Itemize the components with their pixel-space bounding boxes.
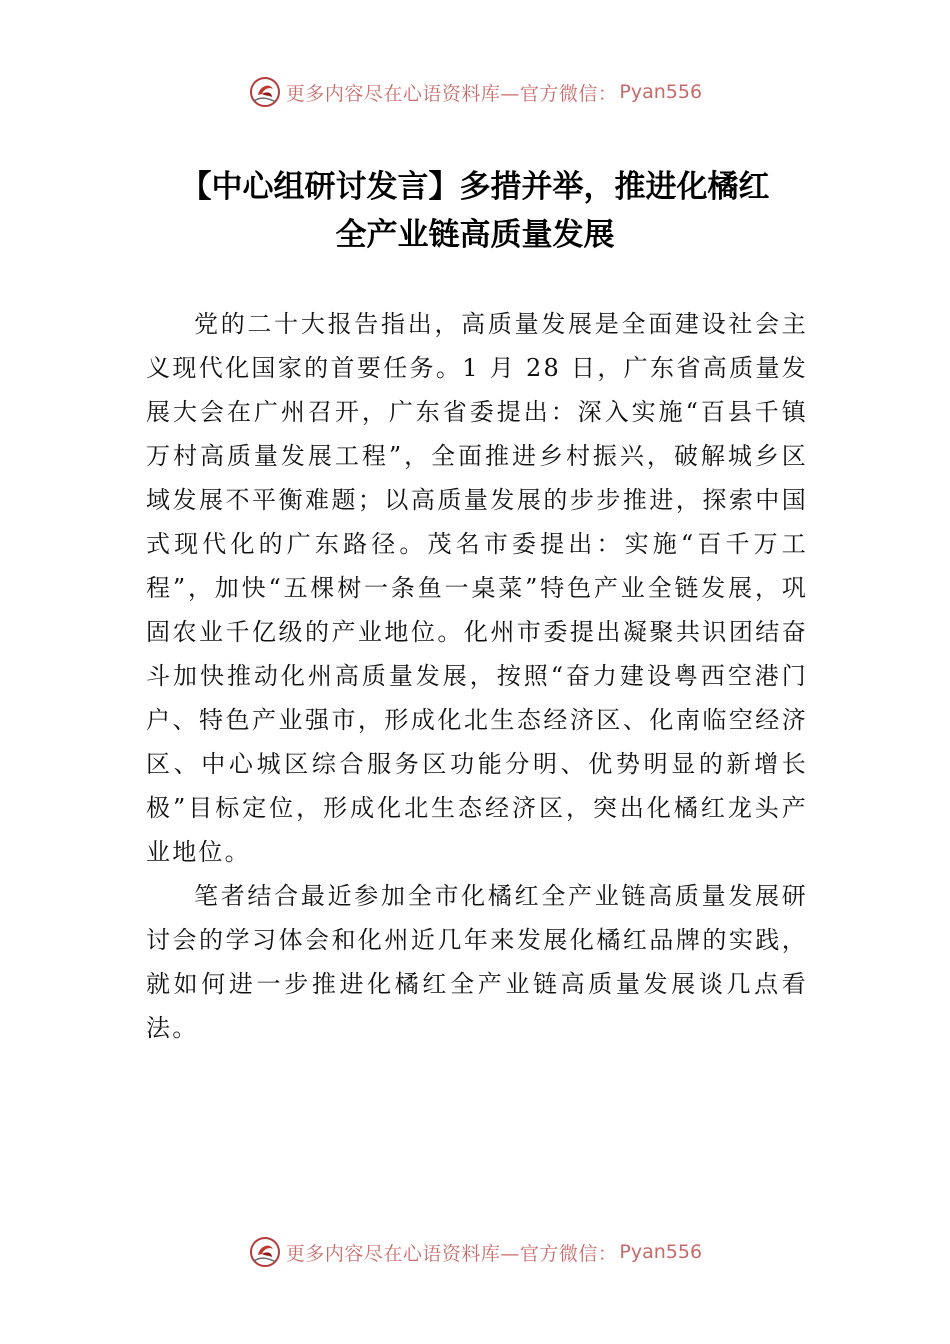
paragraph-1: 党的二十大报告指出，高质量发展是全面建设社会主义现代化国家的首要任务。1 月 28 日，广东省高质量发展大会在广州召开，广东省委提出：深入实施“百县千镇万村高质量发展工程”，全面推进乡村振兴，破解城乡区域发展不平衡难题；以高质量发展的步步推进，探索中国式现代化的广东路径。茂名市委提出：实施“百千万工程”，加快“五棵树一条鱼一桌菜”特色产业全链发展，巩固农业千亿级的产业地位。化州市委提出凝聚共识团结奋斗加快推动化州高质量发展，按照“奋力建设粤西空港门户、特色产业强市，形成化北生态经济区、化南临空经济区、中心城区综合服务区功能分明、优势明显的新增长极”目标定位，形成化北生态经济区，突出化橘红龙头产业地位。 (146, 310, 808, 866)
watermark-footer (0, 1232, 950, 1272)
watermark-header (0, 72, 950, 112)
watermark-wechat-id: Pyan556 (619, 81, 703, 103)
watermark-wechat-id: Pyan556 (619, 1241, 703, 1263)
document-body (146, 302, 808, 1050)
document-title (100, 163, 850, 259)
paragraph-2: 笔者结合最近参加全市化橘红全产业链高质量发展研讨会的学习体会和化州近几年来发展化橘红品牌的实践，就如何进一步推进化橘红全产业链高质量发展谈几点看法。 (146, 882, 808, 1042)
watermark-text: 更多内容尽在心语资料库—官方微信： (285, 1242, 618, 1265)
watermark-text: 更多内容尽在心语资料库—官方微信： (285, 82, 618, 105)
rose-flower-icon (248, 75, 282, 109)
title-line-1: 【中心组研讨发言】多措并举，推进化橘红 (180, 169, 770, 205)
title-line-2: 全产业链高质量发展 (335, 217, 615, 253)
rose-flower-icon (248, 1235, 282, 1269)
